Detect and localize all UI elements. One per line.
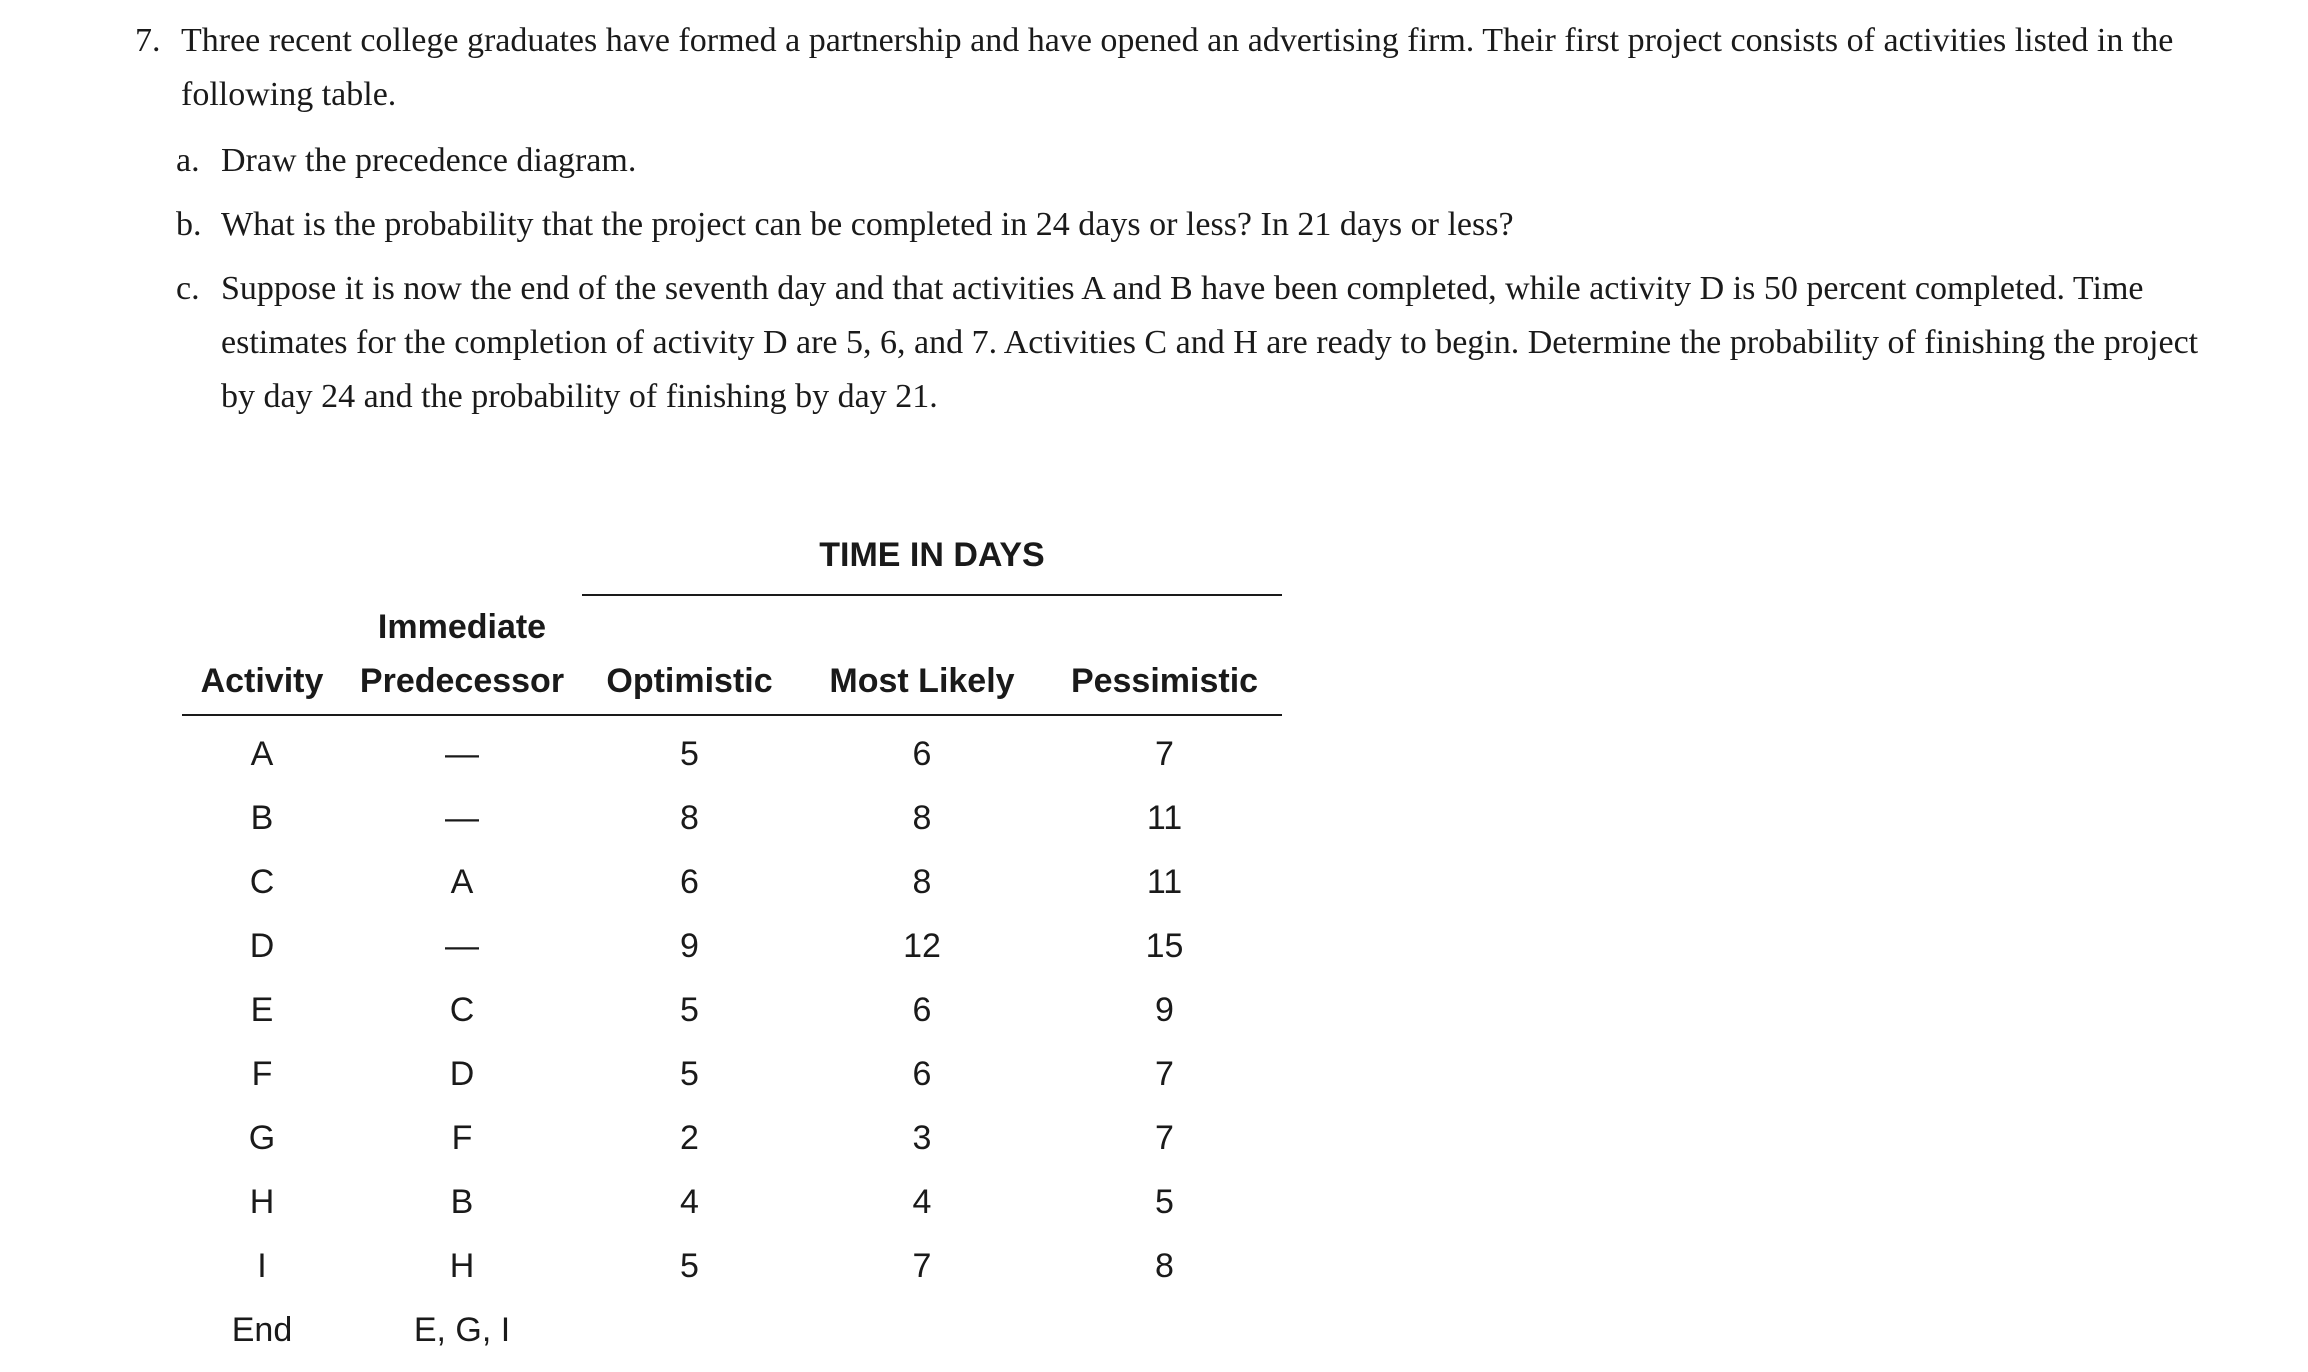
cell-pessimistic: 11 (1146, 799, 1183, 837)
cell-most-likely: 4 (912, 1183, 932, 1221)
cell-predecessor: — (445, 799, 479, 837)
cell-pessimistic: 5 (1155, 1183, 1174, 1221)
table-row-end (182, 1298, 1282, 1362)
cell-predecessor: C (449, 991, 475, 1029)
table-row (182, 1170, 1282, 1234)
cell-activity: End (231, 1311, 293, 1349)
problem-stem: Three recent college graduates have formed a partnership and have opened an advertising firm. Their first project consists of activities listed in the following table. (181, 22, 2174, 113)
cell-pessimistic: 9 (1155, 991, 1174, 1029)
cell-predecessor: B (450, 1183, 474, 1221)
table-row (182, 722, 1282, 786)
part-text: Draw the precedence diagram. (221, 142, 637, 179)
cell-predecessor: — (445, 927, 479, 965)
part-b (176, 198, 2226, 252)
cell-most-likely: 8 (912, 799, 932, 837)
cell-most-likely: 6 (912, 735, 932, 773)
cell-activity: A (250, 735, 274, 773)
time-in-days-heading: TIME IN DAYS (819, 536, 1045, 574)
cell-activity: H (249, 1183, 275, 1221)
cell-optimistic: 5 (680, 991, 699, 1029)
table-row (182, 786, 1282, 850)
problem-number: 7. (135, 22, 161, 59)
part-label: b. (176, 206, 202, 243)
header-activity: Activity (200, 662, 324, 700)
header-optimistic: Optimistic (606, 662, 773, 700)
cell-most-likely: 6 (912, 991, 932, 1029)
cell-activity: C (249, 863, 275, 901)
cell-predecessor: A (450, 863, 474, 901)
part-c (176, 262, 2226, 424)
cell-optimistic: 5 (680, 1247, 699, 1285)
cell-pessimistic: 15 (1145, 927, 1184, 965)
part-a (176, 134, 2226, 188)
table-row (182, 978, 1282, 1042)
cell-predecessor: — (445, 735, 479, 773)
cell-activity: E (250, 991, 274, 1029)
cell-predecessor: H (449, 1247, 475, 1285)
table-row (182, 850, 1282, 914)
cell-activity: I (257, 1247, 267, 1285)
cell-predecessor: E, G, I (413, 1311, 511, 1349)
header-immediate: Immediate (377, 608, 547, 646)
header-most-likely: Most Likely (829, 662, 1015, 700)
cell-predecessor: F (451, 1119, 473, 1157)
part-label: c. (176, 270, 200, 307)
table-body (182, 722, 1282, 1362)
cell-optimistic: 8 (680, 799, 699, 837)
table-row (182, 1234, 1282, 1298)
header-rule (182, 714, 1282, 716)
problem-parts (176, 134, 2226, 424)
table-row (182, 914, 1282, 978)
part-text: What is the probability that the project can be completed in 24 days or less? In 21 days or less? (221, 206, 1514, 243)
problem-statement (136, 14, 2226, 434)
cell-pessimistic: 7 (1155, 735, 1174, 773)
cell-optimistic: 6 (680, 863, 699, 901)
cell-optimistic: 9 (680, 927, 699, 965)
header-pessimistic: Pessimistic (1070, 662, 1259, 700)
table-row (182, 1042, 1282, 1106)
header-predecessor: Predecessor (359, 662, 565, 700)
cell-most-likely: 8 (912, 863, 932, 901)
cell-optimistic: 4 (680, 1183, 699, 1221)
cell-most-likely: 6 (912, 1055, 932, 1093)
cell-optimistic: 5 (680, 1055, 699, 1093)
cell-most-likely: 3 (912, 1119, 932, 1157)
time-heading-rule (582, 594, 1282, 596)
cell-activity: F (251, 1055, 273, 1093)
cell-pessimistic: 7 (1155, 1055, 1174, 1093)
cell-most-likely: 7 (912, 1247, 932, 1285)
part-text: Suppose it is now the end of the seventh day and that activities A and B have been completed, while activity D is 50 percent completed. Time estimates for the completion of activity D are 5, 6, and 7. Activities C and H are ready to begin. Determine the probability of finishing the project by day 24 and the probability of finishing by day 21. (221, 270, 2199, 415)
part-label: a. (176, 142, 200, 179)
table-row (182, 1106, 1282, 1170)
cell-most-likely: 12 (903, 927, 941, 965)
cell-pessimistic: 8 (1155, 1247, 1174, 1285)
cell-optimistic: 2 (680, 1119, 699, 1157)
cell-pessimistic: 11 (1146, 863, 1183, 901)
cell-activity: D (249, 927, 275, 965)
cell-pessimistic: 7 (1155, 1119, 1174, 1157)
cell-activity: G (248, 1119, 276, 1157)
cell-optimistic: 5 (680, 735, 699, 773)
cell-activity: B (250, 799, 274, 837)
cell-predecessor: D (449, 1055, 475, 1093)
